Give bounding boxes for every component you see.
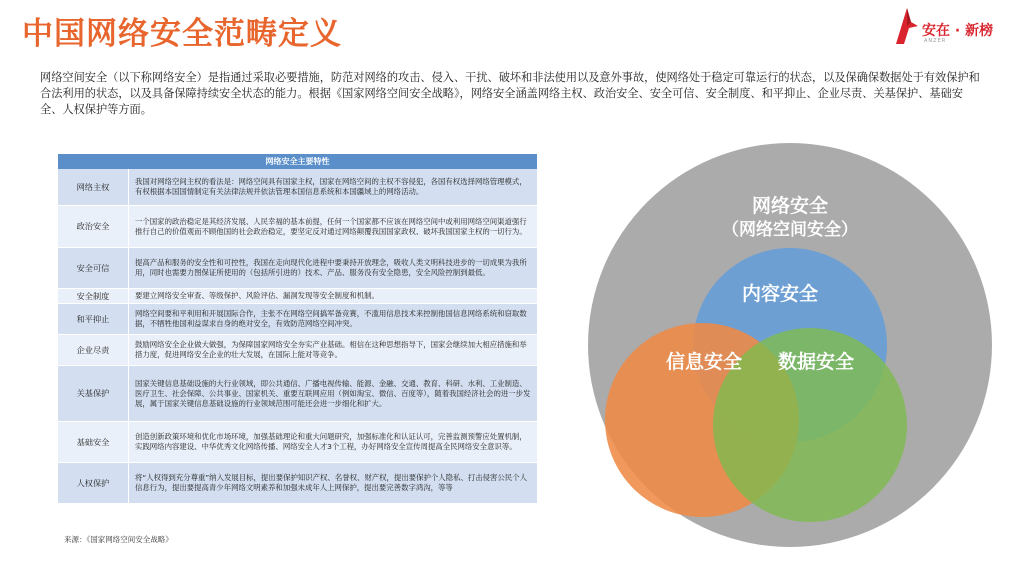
feature-name: 安全可信 (58, 248, 129, 288)
feature-description (129, 289, 537, 303)
feature-name: 基础安全 (58, 422, 129, 462)
feature-description-text: 将“人权得到充分尊重”纳入发展目标，提出要保护知识产权、名誉权、财产权，提出要保护个人隐私、打击侵害公民个人信息行为，提出要提高青少年网络文明素养和加强未成年人上网保护，提出要完善数字鸿沟，等等 (135, 473, 527, 492)
feature-description-text: 创造创新政策环境和优化市场环境，加强基础理论和重大问题研究，加强标准化和认证认可，完善监测预警应处置机制，实践网络内容建设、中华优秀文化网络传播、网络安全人才3个工程，办好网络安全宣传周提高全民网络安全意识等。 (135, 432, 527, 451)
table-row (58, 169, 537, 206)
feature-description (129, 366, 537, 421)
table-row (58, 289, 537, 304)
feature-description (129, 463, 537, 503)
feature-description (129, 335, 537, 365)
logo-mark-icon (892, 4, 922, 48)
feature-name: 关基保护 (58, 366, 129, 421)
feature-description (129, 304, 537, 334)
table-row (58, 304, 537, 335)
table-header: 网络安全主要特性 (58, 154, 537, 169)
feature-description-text: 我国对网络空间主权的看法是：网络空间具有国家主权，国家在网络空间的主权不容侵犯，各国有权选择网络管理模式，有权根据本国国情制定有关法律法规并依法管理本国信息系统和本国疆域上的网络活动。 (135, 177, 527, 196)
feature-name: 企业尽责 (58, 335, 129, 365)
page-title: 中国网络安全范畴定义 (22, 16, 342, 52)
feature-description (129, 169, 537, 205)
table-row (58, 248, 537, 289)
venn-left-label: 信息安全 (665, 351, 742, 373)
table-row (58, 366, 537, 422)
feature-description (129, 422, 537, 462)
table-body (58, 169, 537, 504)
logo-subtext: ANZER (924, 38, 947, 44)
logo (892, 4, 1010, 48)
venn-diagram (570, 125, 1010, 565)
table-row (58, 463, 537, 504)
feature-description (129, 206, 537, 247)
feature-name: 和平抑止 (58, 304, 129, 334)
feature-name: 安全制度 (58, 289, 129, 303)
venn-top-label: 内容安全 (741, 283, 818, 305)
logo-text: 安在 · 新榜 (922, 23, 994, 39)
table-row (58, 206, 537, 248)
feature-description (129, 248, 537, 288)
feature-description-text: 一个国家的政治稳定是其经济发展、人民幸福的基本前提，任何一个国家都不应该在网络空间中或利用网络空间渠道强行推行自己的价值观而不顾他国的社会政治稳定，要坚定反对通过网络颠覆我国国家政权、破坏我国国家主权的一切行为。 (135, 216, 527, 236)
feature-name: 网络主权 (58, 169, 129, 205)
venn-right-label: 数据安全 (777, 351, 854, 373)
table-row (58, 335, 537, 366)
feature-description-text: 要建立网络安全审查、等级保护、风险评估、漏洞发现等安全制度和机制。 (135, 291, 379, 300)
feature-name: 人权保护 (58, 463, 129, 503)
feature-name: 政治安全 (58, 206, 129, 247)
venn-outer-sublabel: （网络空间安全） (722, 220, 858, 240)
features-table (58, 154, 537, 504)
venn-outer-label: 网络安全 (751, 195, 828, 217)
feature-description-text: 鼓励网络安全企业做大做强，为保障国家网络安全夯实产业基础。相信在这种思想指导下，国家会继续加大相应措施和举措力度，促进网络安全企业的壮大发展，在国际上能对等竞争。 (135, 340, 527, 359)
intro-paragraph: 网络空间安全（以下称网络安全）是指通过采取必要措施，防范对网络的攻击、侵入、干扰、破坏和非法使用以及意外事故，使网络处于稳定可靠运行的状态，以及保确保数据处于有效保护和合法利用的状态，以及具备保障持续安全状态的能力。根据《国家网络空间安全战略》，网络安全涵盖网络主权、政治安全、安全可信、安全制度、和平抑止、企业尽责、关基保护、基础安全、人权保护等方面。 (40, 71, 980, 116)
feature-description-text: 国家关键信息基础设施的大行业领域，即公共通信、广播电视传输、能源、金融、交通、教育、科研、水利、工业制造、医疗卫生、社会保障、公共事业、国家机关、重要互联网应用（例如淘宝、微信、百度等），随着我国经济社会的进一步发展，属于国家关键信息基础设施的行业领域范围可能还会进一步细化和扩大。 (135, 378, 531, 408)
table-row (58, 422, 537, 463)
feature-description-text: 网络空间要和平利用和开展国际合作，主张不在网络空间搞军备竞赛，不滥用信息技术来控制他国信息网络系统和窃取数据，不牺牲他国利益谋求自身的绝对安全，有效防范网络空间冲突。 (135, 309, 527, 328)
source-note: 来源：《国家网络空间安全战略》 (64, 535, 173, 544)
feature-description-text: 提高产品和服务的安全性和可控性，我国在走向现代化进程中要秉持开放理念，吸收人类文明科技进步的一切成果为我所用，同时也需要力图保证所使用的（包括所引进的）技术、产品、服务没有安全隐患，安全风险控制到最低。 (135, 258, 527, 277)
